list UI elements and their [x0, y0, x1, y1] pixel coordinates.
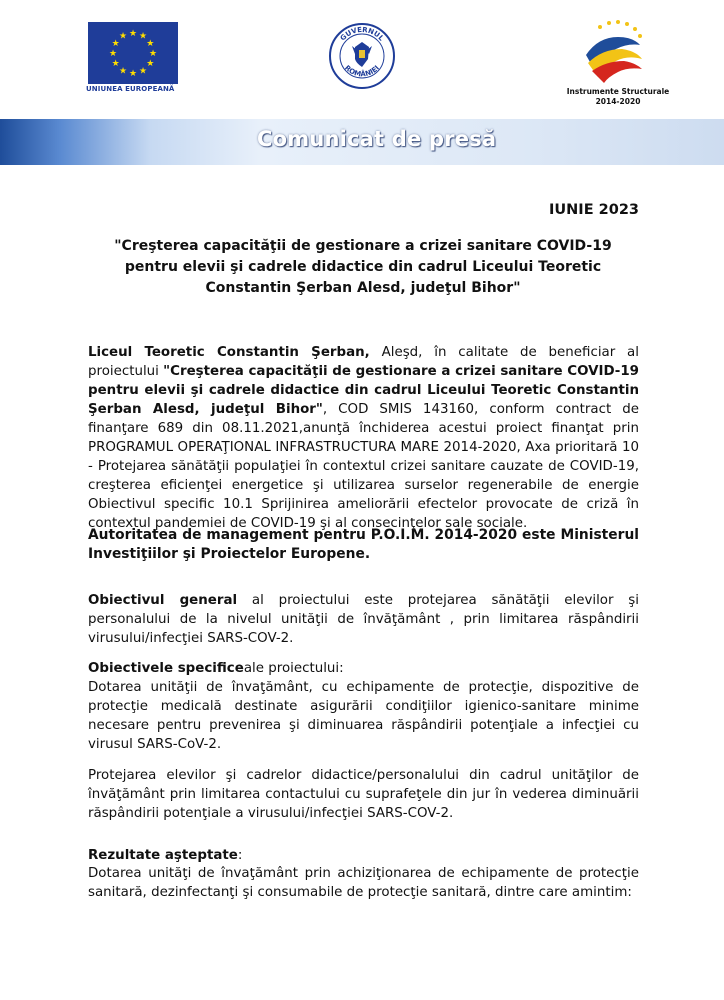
- is-caption: [553, 87, 683, 107]
- instrumente-structurale-logo-icon: [578, 15, 648, 85]
- guvernul-romaniei-seal-icon: [328, 22, 396, 90]
- paragraph-beneficiary: [88, 343, 639, 533]
- eu-star-icon: ★: [128, 29, 138, 39]
- eu-star-icon: ★: [118, 31, 128, 42]
- is-caption-line2: 2014-2020: [595, 97, 641, 106]
- beneficiary-name: Liceul Teoretic Constantin Şerban,: [88, 345, 370, 360]
- eu-star-icon: ★: [111, 59, 120, 69]
- specific-objectives-heading: [88, 659, 639, 678]
- document-title: "Creşterea capacităţii de gestionare a crizei sanitare COVID-19 pentru elevii şi cadrele didactice din cadrul Liceului Teoretic Constantin Şerban Alesd, judeţul Bihor": [114, 238, 612, 296]
- project-name: "Creşterea capacităţii de gestionare a crizei sanitare COVID-19 pentru elevii şi cadrele didactice din cadrul Liceului Teoretic Constantin Şerban Alesd, judeţul Bihor": [88, 364, 639, 417]
- specific-objectives-label: Obiectivele specifice: [88, 661, 244, 676]
- paragraph-protection: Protejarea elevilor şi cadrelor didactice/personalului din cadrul unităţilor de învăţământ prin limitarea contactului cu suprafeţele din jur în vederea diminuării răspândirii potenţiale a virusului/infecţiei SARS-COV-2.: [88, 768, 639, 821]
- eu-star-icon: ★: [111, 39, 120, 49]
- general-objective-label: Obiectivul general: [88, 593, 238, 608]
- date: IUNIE 2023: [549, 202, 640, 218]
- eu-star-icon: ★: [138, 31, 148, 42]
- expected-results-label: Rezultate aşteptate: [88, 848, 238, 863]
- paragraph-general-objective: [88, 591, 639, 648]
- eu-star-icon: ★: [128, 69, 138, 79]
- eu-star-icon: ★: [108, 49, 118, 59]
- paragraph1-text2: , COD SMIS 143160, conform contract de finanţare 689 din 08.11.2021,anunţă închiderea acestui proiect finanţat prin PROGRAMUL OPERAŢIONAL INFRASTRUCTURA MARE 2014-2020, Axa prioritară 10 - Protejarea sănătăţii populaţiei în contextul crizei sanitare cauzate de COVID-19, creşterea eficienţei energetice şi utilizarea surselor regenerabile de energie Obiectivul specific 10.1 Sprijinirea ameliorării efectelor provocate de criză în contextul pandemiei de COVID-19 şi al consecinţelor sale sociale.: [88, 402, 639, 531]
- eu-star-icon: ★: [148, 49, 158, 59]
- eu-star-icon: ★: [146, 59, 155, 69]
- paragraph-authority: Autoritatea de management pentru P.O.I.M. 2014-2020 este Ministerul Investiţiilor şi Proiectelor Europene.: [88, 527, 639, 562]
- eu-star-icon: ★: [146, 39, 155, 49]
- specific-objectives-rest: ale proiectului:: [243, 661, 344, 676]
- eu-caption: UNIUNEA EUROPEANĂ: [86, 85, 175, 93]
- paragraph1-text1: Aleşd, în calitate de beneficiar al proiectului: [88, 345, 639, 379]
- expected-results-text: Dotarea unităţi de învaţământ prin achiziţionarea de echipamente de protecţie sanitară, dezinfectanţi şi consumabile de protecţie sanitară, dintre care amintim:: [88, 866, 639, 900]
- seal-text-top: GUVERNUL: [338, 25, 386, 43]
- banner-title: Comunicat de presă: [257, 127, 497, 151]
- specific-objectives-text: Dotarea unităţii de învaţământ, cu echipamente de protecţie, dispozitive de protecţie medicală destinate asigurării condiţiilor igienico-sanitare minime necesare pentru prevenirea şi diminuarea răspândirii potenţiale a infecţiei cu virusul SARS-CoV-2.: [88, 680, 639, 752]
- expected-results-rest: :: [237, 848, 243, 863]
- is-caption-line1: Instrumente Structurale: [566, 87, 670, 96]
- eu-star-icon: ★: [118, 66, 128, 77]
- seal-text-bottom: ROMÂNIEI: [343, 63, 381, 79]
- general-objective-text: al proiectului este protejarea sănătăţii elevilor şi personalului de la nivelul unităţii de învăţământ , prin limitarea răspândirii virusului/infecţiei SARS-COV-2.: [88, 593, 639, 646]
- eu-star-icon: ★: [138, 66, 148, 77]
- expected-results-heading: [88, 846, 639, 865]
- eu-flag-icon: [88, 22, 178, 84]
